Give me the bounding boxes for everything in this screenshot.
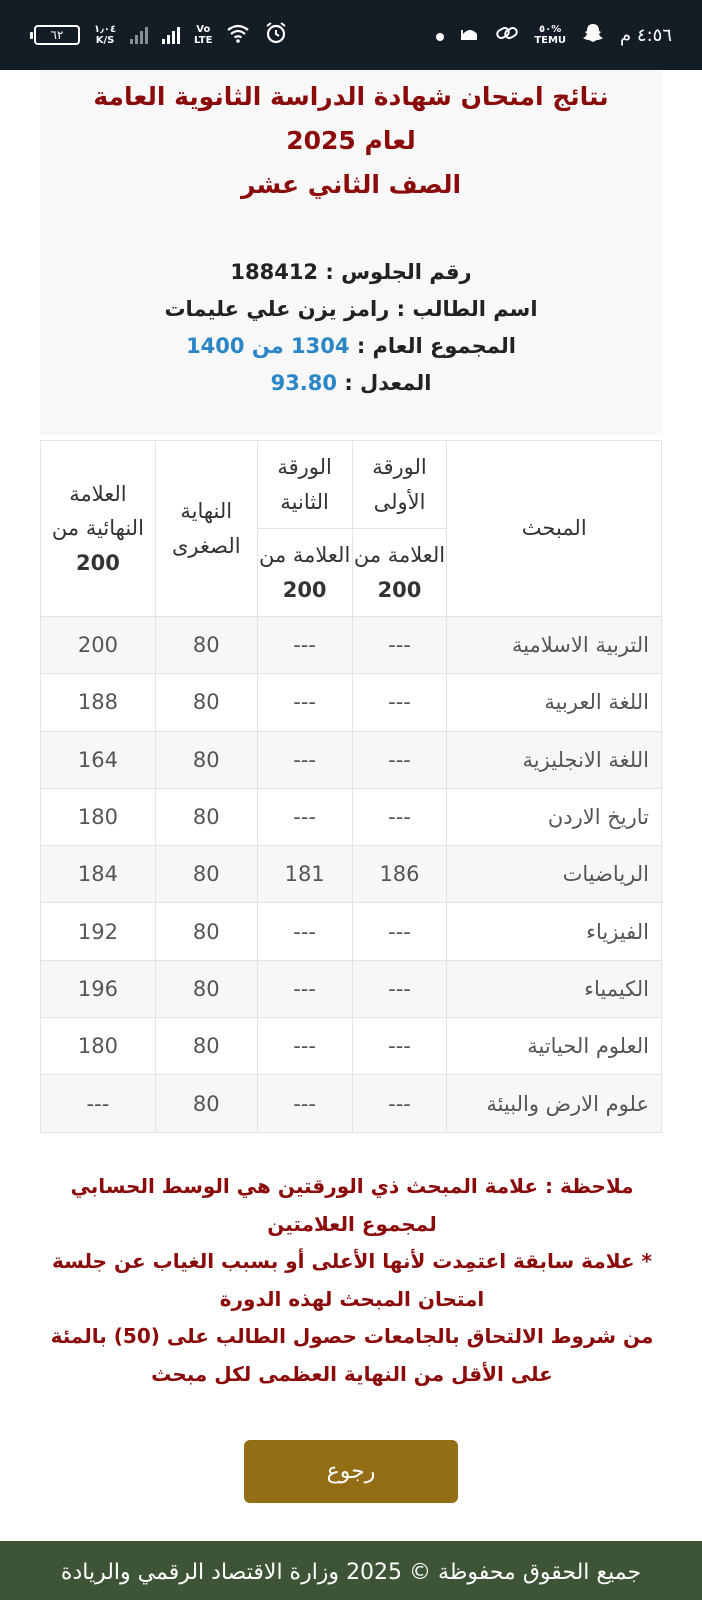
header-paper1-mark [352,529,447,617]
cell-final: --- [41,1075,156,1132]
network-speed [94,24,116,46]
alarm-icon [264,21,288,49]
table-row [41,731,662,788]
header-final-mark-max: 200 [75,550,120,575]
note-average: ملاحظة : علامة المبحث ذي الورقتين هي الوسط الحسابي لمجموع العلامتين [70,1174,634,1236]
note-university-requirement: من شروط الالتحاق بالجامعات حصول الطالب على (50) بالمئة على الأقل من النهاية العظمى لكل مبحث [50,1324,654,1386]
student-name-value: رامز يزن علي عليمات [164,297,390,321]
table-header-row [41,441,662,529]
header-min-mark: النهاية الصغرى [155,441,257,617]
header-paper2-mark [257,529,352,617]
header-paper1: الورقة الأولى [352,441,447,529]
signal-icon-sim1 [162,26,180,44]
cell-subject: الرياضيات [447,846,662,903]
cell-paper1: --- [352,960,447,1017]
back-button[interactable]: رجوع [244,1440,458,1503]
header-paper2: الورقة الثانية [257,441,352,529]
volte-bottom: LTE [194,35,213,46]
cell-paper2: --- [257,731,352,788]
cell-min: 80 [155,1075,257,1132]
cell-paper1: --- [352,731,447,788]
cell-final: 188 [41,674,156,731]
total-score-value: 1304 من 1400 [186,334,350,358]
cell-paper1: --- [352,617,447,674]
seat-number-value: 188412 [230,260,319,284]
volte-icon [194,24,212,46]
cell-paper2: --- [257,903,352,960]
cell-min: 80 [155,617,257,674]
cell-subject: التربية الاسلامية [447,617,662,674]
cell-min: 80 [155,674,257,731]
cell-paper2: --- [257,1075,352,1132]
cell-min: 80 [155,788,257,845]
header-paper2-mark-max: 200 [282,577,327,602]
network-speed-unit: K/S [95,35,115,46]
signal-icon-sim2 [130,26,148,44]
cell-min: 80 [155,903,257,960]
cell-min: 80 [155,846,257,903]
header-final-mark-text: العلامة النهائية من [51,481,144,541]
table-row [41,903,662,960]
table-row [41,1018,662,1075]
table-row [41,788,662,845]
temu-bottom: TEMU [534,35,567,46]
volte-top: Vo [196,24,211,35]
table-row [41,617,662,674]
cell-paper2: 181 [257,846,352,903]
wifi-icon [226,23,250,48]
temu-top: ٥٠% [539,24,562,35]
link-icon [496,25,518,45]
cell-subject: اللغة العربية [447,674,662,731]
page-title: نتائج امتحان شهادة الدراسة الثانوية العامة [93,82,609,111]
status-right [436,20,672,50]
header-subject: المبحث [447,441,662,617]
average-row [0,371,702,395]
temu-icon [534,24,566,46]
cell-final: 196 [41,960,156,1017]
status-bar [0,0,702,70]
header-final-mark [41,441,156,617]
clock-time: ٤:٥٦ م [620,24,672,46]
cell-subject: العلوم الحياتية [447,1018,662,1075]
mosque-icon [460,24,480,46]
grade-level: الصف الثاني عشر [240,170,462,199]
cell-final: 180 [41,788,156,845]
snapchat-icon [582,22,604,48]
cell-subject: الكيمياء [447,960,662,1017]
notes-section [42,1168,662,1393]
average-label: المعدل : [344,371,432,395]
student-name-label: اسم الطالب : [396,297,538,321]
cell-paper1: 186 [352,846,447,903]
cell-min: 80 [155,960,257,1017]
cell-paper1: --- [352,903,447,960]
header-paper2-mark-text: العلامة من [258,542,351,567]
table-row [41,846,662,903]
cell-final: 192 [41,903,156,960]
battery-level: ٦٢ [50,28,64,42]
note-previous-mark: * علامة سابقة اعتمِدت لأنها الأعلى أو بسبب الغياب عن جلسة امتحان المبحث لهذه الدورة [52,1249,652,1311]
seat-number-label: رقم الجلوس : [325,260,472,284]
student-name-row [0,297,702,321]
cell-min: 80 [155,1018,257,1075]
seat-number-row [0,260,702,284]
cell-paper1: --- [352,1075,447,1132]
cell-subject: الفيزياء [447,903,662,960]
cell-paper1: --- [352,1018,447,1075]
header-paper1-mark-max: 200 [377,577,422,602]
cell-final: 184 [41,846,156,903]
cell-final: 180 [41,1018,156,1075]
cell-subject: اللغة الانجليزية [447,731,662,788]
cell-paper2: --- [257,788,352,845]
cell-final: 200 [41,617,156,674]
cell-paper1: --- [352,674,447,731]
cell-paper2: --- [257,1018,352,1075]
cell-subject: تاريخ الاردن [447,788,662,845]
status-left [34,20,288,50]
footer-copyright: جميع الحقوق محفوظة © 2025 وزارة الاقتصاد الرقمي والريادة [0,1541,702,1600]
total-score-row [0,334,702,358]
dot-icon [436,26,444,45]
cell-final: 164 [41,731,156,788]
cell-subject: علوم الارض والبيئة [447,1075,662,1132]
average-value: 93.80 [270,371,338,395]
cell-paper2: --- [257,674,352,731]
total-score-label: المجموع العام : [356,334,516,358]
cell-min: 80 [155,731,257,788]
grades-table [40,440,662,1133]
table-row [41,1075,662,1132]
header-paper1-mark-text: العلامة من [353,542,446,567]
table-row [41,674,662,731]
exam-year: لعام 2025 [286,126,416,155]
network-speed-value: ١٫٠٤ [94,24,117,35]
battery-icon [34,25,80,45]
table-row [41,960,662,1017]
cell-paper1: --- [352,788,447,845]
cell-paper2: --- [257,960,352,1017]
cell-paper2: --- [257,617,352,674]
